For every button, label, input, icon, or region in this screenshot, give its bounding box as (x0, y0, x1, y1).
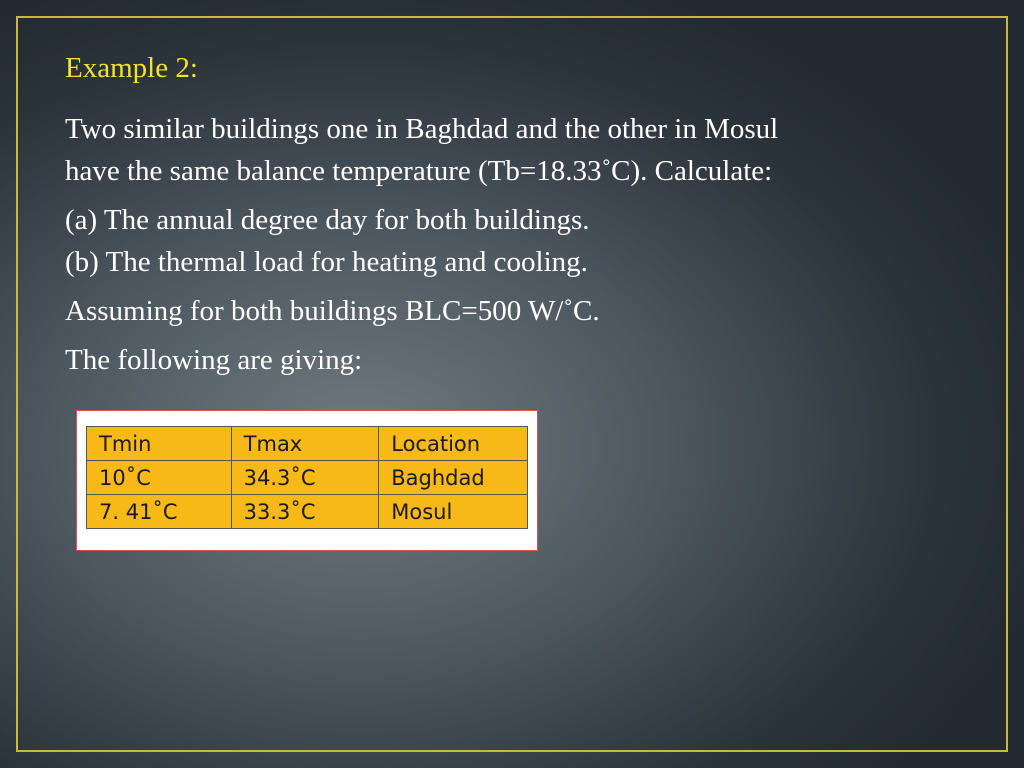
header-tmax: Tmax (231, 427, 379, 461)
table-cell: Mosul (379, 495, 528, 529)
header-tmin: Tmin (87, 427, 232, 461)
text-line: have the same balance temperature (Tb=18.33˚C). Calculate: (65, 155, 773, 187)
slide-title: Example 2: (65, 52, 198, 84)
table-row (87, 461, 528, 495)
text-line: The following are giving: (65, 344, 363, 376)
header-location: Location (379, 427, 528, 461)
table-cell: 33.3˚C (231, 495, 379, 529)
task-list (65, 199, 965, 283)
table-header-row (87, 427, 528, 461)
temperature-table (86, 426, 528, 529)
problem-statement (65, 108, 965, 192)
table-cell: 34.3˚C (231, 461, 379, 495)
given-intro (65, 339, 965, 381)
assumption (65, 290, 965, 332)
text-line: Two similar buildings one in Baghdad and the other in Mosul (65, 113, 779, 145)
table-cell: Baghdad (379, 461, 528, 495)
table-cell: 10˚C (87, 461, 232, 495)
task-a: (a) The annual degree day for both buildings. (65, 204, 590, 236)
slide-body (65, 108, 965, 381)
table-row (87, 495, 528, 529)
table-cell: 7. 41˚C (87, 495, 232, 529)
task-b: (b) The thermal load for heating and cooling. (65, 246, 588, 278)
data-table-container (76, 410, 538, 551)
text-line: Assuming for both buildings BLC=500 W/˚C. (65, 295, 600, 327)
